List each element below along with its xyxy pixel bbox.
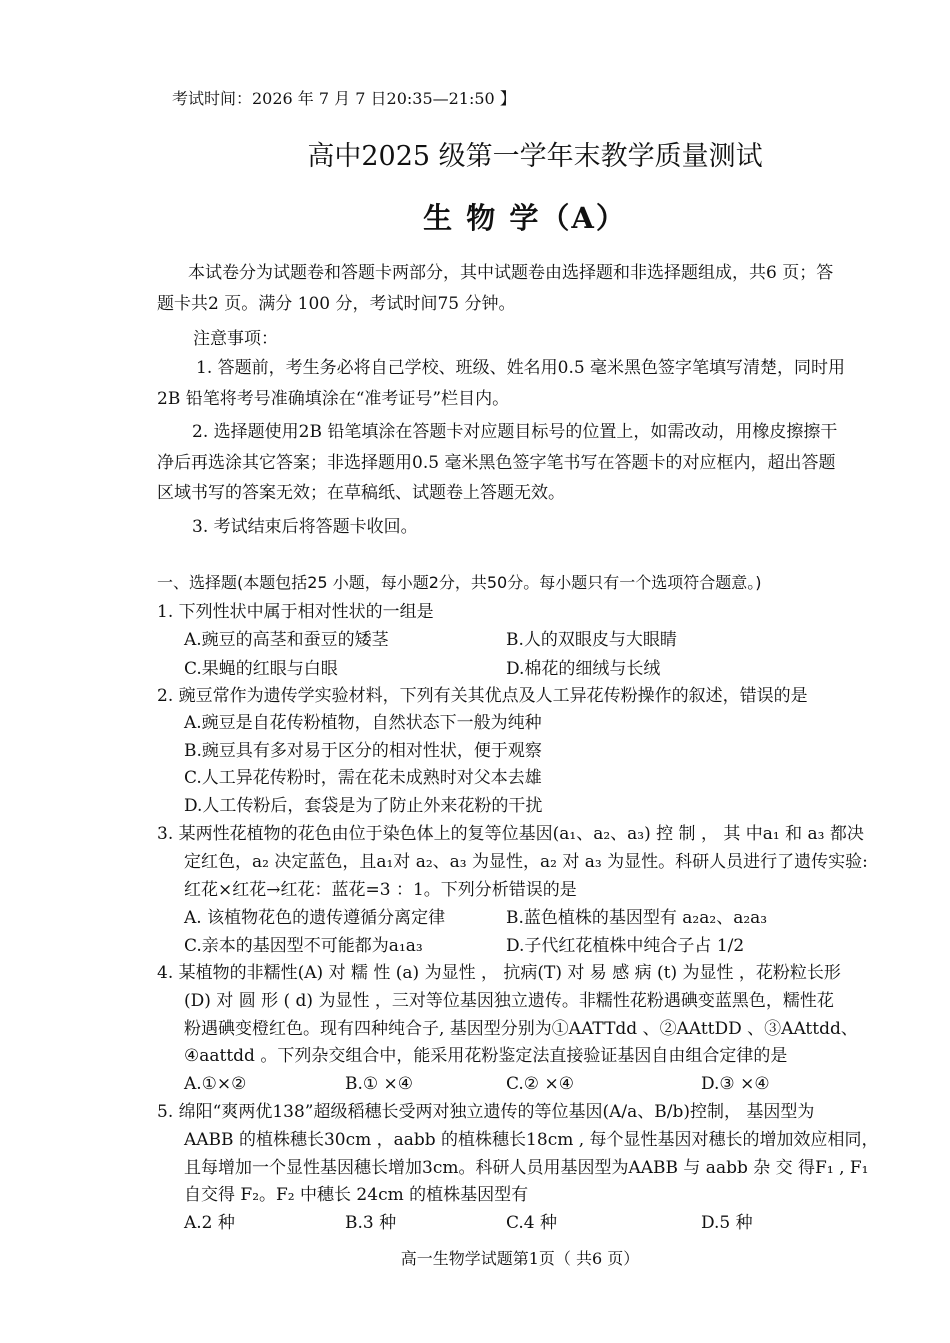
- page-footer: 高一生物学试题第1页（ 共6 页）: [400, 1249, 640, 1268]
- question-3-stem-3: 红花×红花→红花：蓝花=3 ：1。下列分析错误的是: [184, 880, 577, 900]
- question-5-option-a: A.2 种: [184, 1213, 235, 1233]
- question-3-stem-2: 定红色，a₂ 决定蓝色，且a₁对 a₂、a₃ 为显性，a₂ 对 a₃ 为显性。科研人员进行了遗传实验:: [184, 852, 868, 872]
- note-2-line-3: 区域书写的答案无效；在草稿纸、试题卷上答题无效。: [157, 483, 565, 503]
- question-4-stem-2: (D) 对 圆 形 ( d) 为显性 ，三对等位基因独立遗传。非糯性花粉遇碘变蓝黑色，糯性花: [184, 991, 834, 1011]
- question-3-option-c: C.亲本的基因型不可能都为a₁a₃: [184, 936, 423, 956]
- question-3-option-a: A. 该植物花色的遗传遵循分离定律: [184, 908, 446, 928]
- intro-line-2: 题卡共2 页。满分 100 分，考试时间75 分钟。: [157, 294, 516, 314]
- question-4-option-c: C.② ×④: [506, 1074, 574, 1094]
- exam-time: 考试时间：2026 年 7 月 7 日20:35—21:50 】: [172, 89, 516, 108]
- question-3-stem-1: 3. 某两性花植物的花色由位于染色体上的复等位基因(a₁、a₂、a₃) 控 制 ， 其 中a₁ 和 a₃ 都决: [157, 824, 864, 844]
- question-1-option-c: C.果蝇的红眼与白眼: [184, 659, 338, 679]
- note-1-line-1: 1. 答题前，考生务必将自己学校、班级、姓名用0.5 毫米黑色签字笔填写清楚，同时用: [196, 358, 846, 378]
- question-5-option-c: C.4 种: [506, 1213, 558, 1233]
- question-2-option-b: B.豌豆具有多对易于区分的相对性状，便于观察: [184, 741, 542, 761]
- intro-line-1: 本试卷分为试题卷和答题卡两部分，其中试题卷由选择题和非选择题组成，共6 页；答: [188, 263, 834, 283]
- note-2-line-1: 2. 选择题使用2B 铅笔填涂在答题卡对应题目标号的位置上，如需改动，用橡皮擦擦干: [192, 422, 838, 442]
- question-2-option-a: A.豌豆是自花传粉植物，自然状态下一般为纯种: [184, 713, 542, 733]
- subject-title: 生 物 学（A）: [423, 201, 627, 235]
- question-1-option-d: D.棉花的细绒与长绒: [506, 659, 661, 679]
- notes-title: 注意事项：: [193, 329, 278, 349]
- question-1-option-b: B.人的双眼皮与大眼睛: [506, 630, 677, 650]
- section-heading: 一、选择题(本题包括25 小题，每小题2分，共50分。每小题只有一个选项符合题意。): [157, 573, 762, 592]
- question-2-stem: 2. 豌豆常作为遗传学实验材料，下列有关其优点及人工异花传粉操作的叙述，错误的是: [157, 686, 808, 706]
- question-4-stem-1: 4. 某植物的非糯性(A) 对 糯 性 (a) 为显性 ， 抗病(T) 对 易 感 病 (t) 为显性 ，花粉粒长形: [157, 963, 841, 983]
- question-2-option-d: D.人工传粉后，套袋是为了防止外来花粉的干扰: [184, 796, 543, 816]
- question-1-option-a: A.豌豆的高茎和蚕豆的矮茎: [184, 630, 389, 650]
- question-1-stem: 1. 下列性状中属于相对性状的一组是: [157, 602, 434, 622]
- question-5-option-b: B.3 种: [345, 1213, 397, 1233]
- note-1-line-2: 2B 铅笔将考号准确填涂在“准考证号”栏目内。: [157, 389, 510, 409]
- question-4-option-d: D.③ ×④: [701, 1074, 770, 1094]
- page-title: 高中2025 级第一学年末教学质量测试: [307, 141, 763, 172]
- note-3: 3. 考试结束后将答题卡收回。: [192, 517, 418, 537]
- question-5-stem-3: 且每增加一个显性基因穗长增加3cm。科研人员用基因型为AABB 与 aabb 杂 交 得F₁ , F₁: [184, 1158, 869, 1178]
- question-4-stem-3: 粉遇碘变橙红色。现有四种纯合子, 基因型分别为①AATTdd 、②AAttDD 、③AAttdd、: [184, 1019, 858, 1039]
- question-4-option-a: A.①×②: [184, 1074, 247, 1094]
- question-5-stem-4: 自交得 F₂。F₂ 中穗长 24cm 的植株基因型有: [184, 1185, 529, 1205]
- question-4-option-b: B.① ×④: [345, 1074, 414, 1094]
- question-2-option-c: C.人工异花传粉时，需在花未成熟时对父本去雄: [184, 768, 542, 788]
- question-5-option-d: D.5 种: [701, 1213, 753, 1233]
- note-2-line-2: 净后再选涂其它答案；非选择题用0.5 毫米黑色签字笔书写在答题卡的对应框内，超出答题: [157, 453, 836, 473]
- question-4-stem-4: ④aattdd 。下列杂交组合中，能采用花粉鉴定法直接验证基因自由组合定律的是: [184, 1046, 788, 1066]
- question-5-stem-2: AABB 的植株穗长30cm ，aabb 的植株穗长18cm , 每个显性基因对穗长的增加效应相同，: [184, 1130, 879, 1150]
- question-3-option-d: D.子代红花植株中纯合子占 1/2: [506, 936, 745, 956]
- question-5-stem-1: 5. 绵阳“爽两优138”超级稻穗长受两对独立遗传的等位基因(A/a、B/b)控制， 基因型为: [157, 1102, 815, 1122]
- question-3-option-b: B.蓝色植株的基因型有 a₂a₂、a₂a₃: [506, 908, 768, 928]
